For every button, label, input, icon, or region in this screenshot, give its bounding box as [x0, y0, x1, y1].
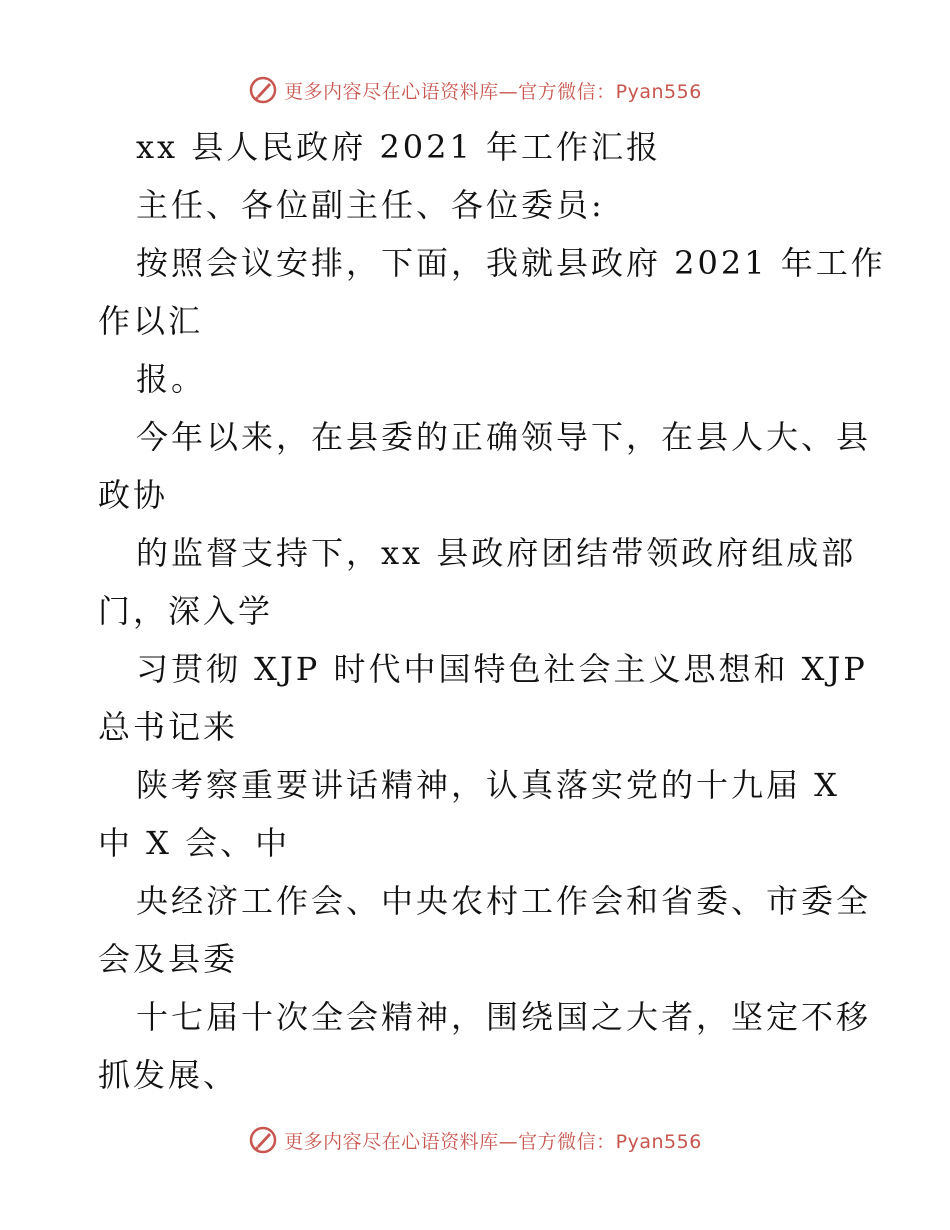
paragraph-line: 陕考察重要讲话精神，认真落实党的十九届 X [136, 766, 840, 804]
paragraph-line: 作以汇 [98, 302, 204, 340]
feather-pen-logo-icon [248, 75, 278, 105]
feather-pen-logo-icon [248, 1125, 278, 1155]
paragraph-line: 按照会议安排，下面，我就县政府 2021 年工作 [136, 244, 886, 282]
paragraph-line: 报。 [136, 360, 207, 398]
header-banner-text: 更多内容尽在心语资料库—官方微信：Pyan556 [284, 80, 702, 103]
paragraph-line: 中 X 会、中 [98, 824, 291, 862]
document-body [98, 118, 886, 1104]
paragraph-line: 的监督支持下，xx 县政府团结带领政府组成部 [136, 534, 857, 572]
paragraph-line: 十七届十次全会精神，围绕国之大者，坚定不移 [136, 998, 872, 1036]
paragraph-line: 抓发展、 [98, 1056, 239, 1094]
paragraph-line: 央经济工作会、中央农村工作会和省委、市委全 [136, 882, 872, 920]
paragraph-line: 门，深入学 [98, 592, 274, 630]
header-banner [0, 70, 950, 110]
paragraph-line: 政协 [98, 476, 169, 514]
paragraph-line: 会及县委 [98, 940, 239, 978]
paragraph-line: 习贯彻 XJP 时代中国特色社会主义思想和 XJP [136, 650, 868, 688]
paragraph-line: 今年以来，在县委的正确领导下，在县人大、县 [136, 418, 872, 456]
document-title: xx 县人民政府 2021 年工作汇报 [136, 128, 662, 166]
salutation: 主任、各位副主任、各位委员: [136, 186, 605, 224]
paragraph-line: 总书记来 [98, 708, 239, 746]
footer-banner-text: 更多内容尽在心语资料库—官方微信：Pyan556 [284, 1130, 702, 1153]
footer-banner [0, 1120, 950, 1160]
